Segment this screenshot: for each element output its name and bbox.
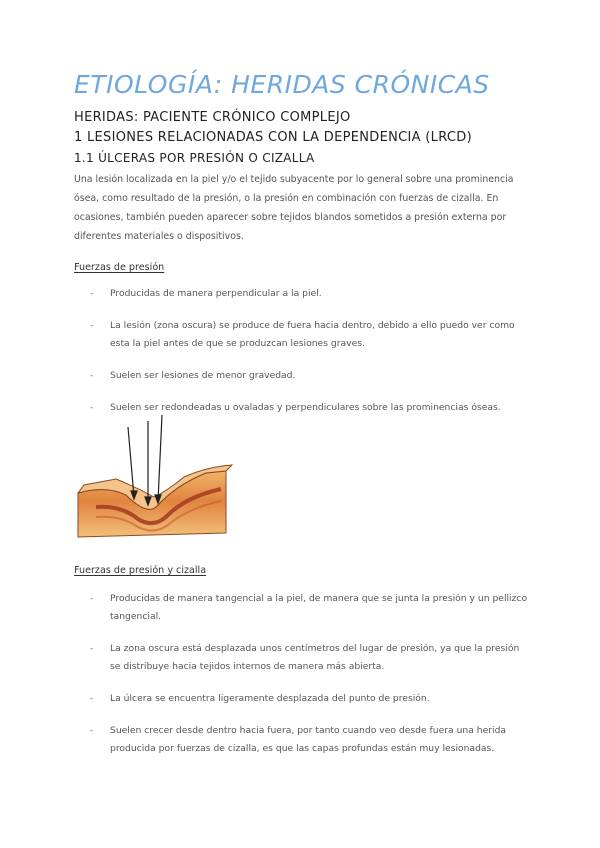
heading-upp: 1.1 ÚLCERAS POR PRESIÓN O CIZALLA (74, 151, 315, 165)
bullet-dash: - (90, 370, 94, 381)
bullet-dash: - (90, 288, 94, 299)
list-item: - La úlcera se encuentra ligeramente desplazada del punto de presión. (90, 690, 530, 708)
list-cizalla (90, 590, 530, 758)
section-heading-presion: Fuerzas de presión (74, 262, 165, 273)
bullet-dash: - (90, 725, 94, 736)
list-item: - La zona oscura está desplazada unos centímetros del lugar de presión, ya que la presión se distribuye hacia tejidos internos de manera más abierta. (90, 640, 530, 676)
heading-lrcd: 1 LESIONES RELACIONADAS CON LA DEPENDENCIA (LRCD) (74, 130, 472, 145)
pressure-arrows (128, 415, 162, 505)
list-presion (90, 285, 530, 417)
bullet-dash: - (90, 402, 94, 413)
list-item: - Suelen ser redondeadas u ovaladas y perpendiculares sobre las prominencias óseas. (90, 399, 530, 417)
heading-paciente: HERIDAS: PACIENTE CRÓNICO COMPLEJO (74, 110, 351, 125)
bullet-dash: - (90, 693, 94, 704)
skin-pressure-diagram (76, 415, 236, 547)
intro-paragraph: Una lesión localizada en la piel y/o el tejido subyacente por lo general sobre una prominencia ósea, como resultado de la presión, o la presión en combinación con fuerzas de cizalla. En ocasiones, también pueden aparecer sobre tejidos blandos sometidos a presión externa por diferentes materiales o dispositivos. (74, 174, 514, 242)
list-item: - Producidas de manera perpendicular a la piel. (90, 285, 530, 303)
bullet-dash: - (90, 643, 94, 654)
bullet-dash: - (90, 320, 94, 331)
list-item: - Suelen crecer desde dentro hacia fuera, por tanto cuando veo desde fuera una herida producida por fuerzas de cizalla, es que las capas profundas están muy lesionadas. (90, 722, 530, 758)
page-title: ETIOLOGÍA: HERIDAS CRÓNICAS (74, 70, 490, 99)
bullet-dash: - (90, 593, 94, 604)
arrow-icon (158, 415, 162, 501)
list-item: - La lesión (zona oscura) se produce de fuera hacia dentro, debido a ello puedo ver como esta la piel antes de que se produzcan lesiones graves. (90, 317, 530, 353)
list-item: - Suelen ser lesiones de menor gravedad. (90, 367, 530, 385)
section-heading-cizalla: Fuerzas de presión y cizalla (74, 565, 207, 576)
list-item: - Producidas de manera tangencial a la piel, de manera que se junta la presión y un pellizco tangencial. (90, 590, 530, 626)
